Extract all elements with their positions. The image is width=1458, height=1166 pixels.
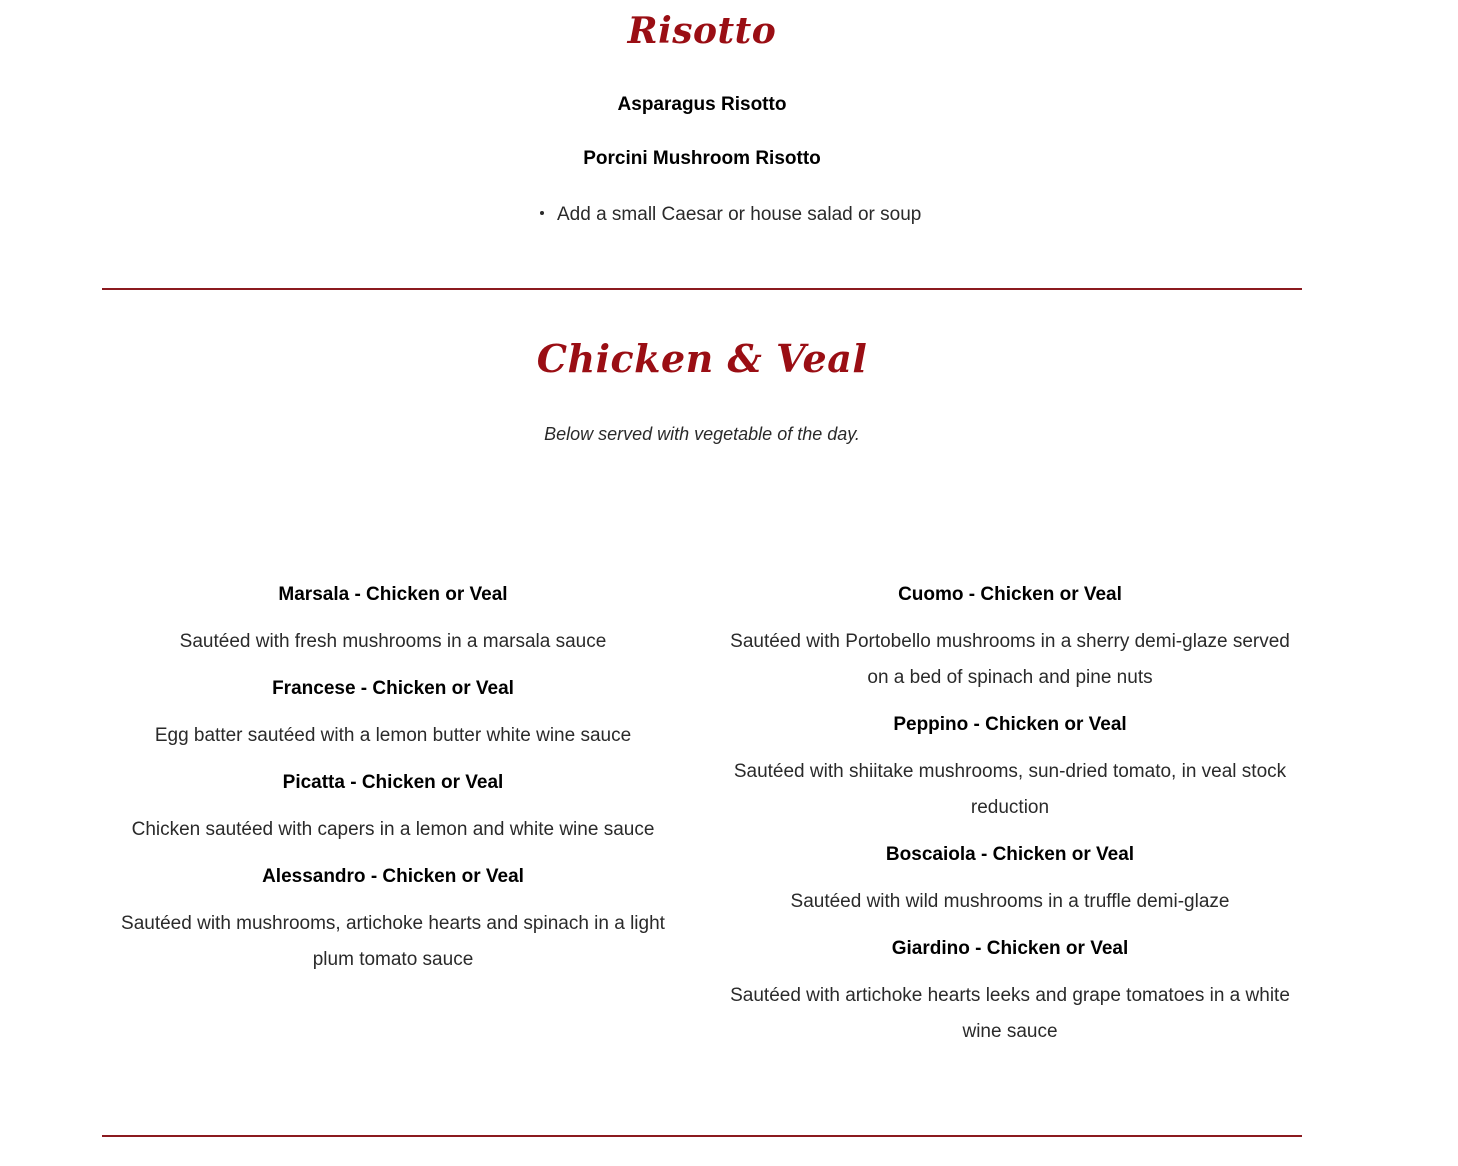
dish-name: Giardino - Chicken or Veal bbox=[891, 938, 1129, 959]
menu-item bbox=[722, 708, 1298, 826]
risotto-side-note bbox=[540, 200, 921, 230]
dish-name: Picatta - Chicken or Veal bbox=[282, 772, 504, 793]
menu-item bbox=[108, 672, 678, 754]
risotto-item-asparagus: Asparagus Risotto bbox=[617, 94, 787, 115]
menu-column-left bbox=[108, 578, 678, 990]
menu-item bbox=[108, 860, 678, 978]
menu-item bbox=[722, 578, 1298, 696]
dish-description: Sautéed with shiitake mushrooms, sun-dried tomato, in veal stock reduction bbox=[733, 761, 1287, 818]
dish-name: Francese - Chicken or Veal bbox=[272, 678, 514, 699]
risotto-item-porcini: Porcini Mushroom Risotto bbox=[583, 148, 821, 169]
menu-item bbox=[108, 766, 678, 848]
section-divider-bottom bbox=[102, 1135, 1302, 1137]
dish-name: Peppino - Chicken or Veal bbox=[893, 714, 1127, 735]
dish-name: Boscaiola - Chicken or Veal bbox=[885, 844, 1135, 865]
dish-description: Sautéed with mushrooms, artichoke hearts and spinach in a light plum tomato sauce bbox=[121, 913, 665, 970]
dish-name: Marsala - Chicken or Veal bbox=[278, 584, 508, 605]
risotto-section-title: Risotto bbox=[627, 10, 777, 52]
risotto-side-note-text: Add a small Caesar or house salad or soup bbox=[557, 204, 922, 225]
bullet-icon bbox=[540, 211, 544, 215]
dish-name: Cuomo - Chicken or Veal bbox=[898, 584, 1122, 605]
dish-description: Sautéed with Portobello mushrooms in a sherry demi-glaze served on a bed of spinach and pine nuts bbox=[730, 631, 1290, 688]
menu-item bbox=[722, 838, 1298, 920]
chicken-veal-note: Below served with vegetable of the day. bbox=[544, 424, 860, 444]
dish-description: Egg batter sautéed with a lemon butter white wine sauce bbox=[154, 725, 632, 746]
dish-description: Chicken sautéed with capers in a lemon and white wine sauce bbox=[131, 819, 655, 840]
section-divider-top bbox=[102, 288, 1302, 290]
chicken-veal-section-title: Chicken & Veal bbox=[536, 336, 868, 381]
menu-column-right bbox=[722, 578, 1298, 1062]
dish-description: Sautéed with artichoke hearts leeks and grape tomatoes in a white wine sauce bbox=[730, 985, 1290, 1042]
dish-name: Alessandro - Chicken or Veal bbox=[262, 866, 524, 887]
dish-description: Sautéed with wild mushrooms in a truffle demi-glaze bbox=[790, 891, 1230, 912]
menu-item bbox=[108, 578, 678, 660]
dish-description: Sautéed with fresh mushrooms in a marsala sauce bbox=[179, 631, 607, 652]
menu-item bbox=[722, 932, 1298, 1050]
